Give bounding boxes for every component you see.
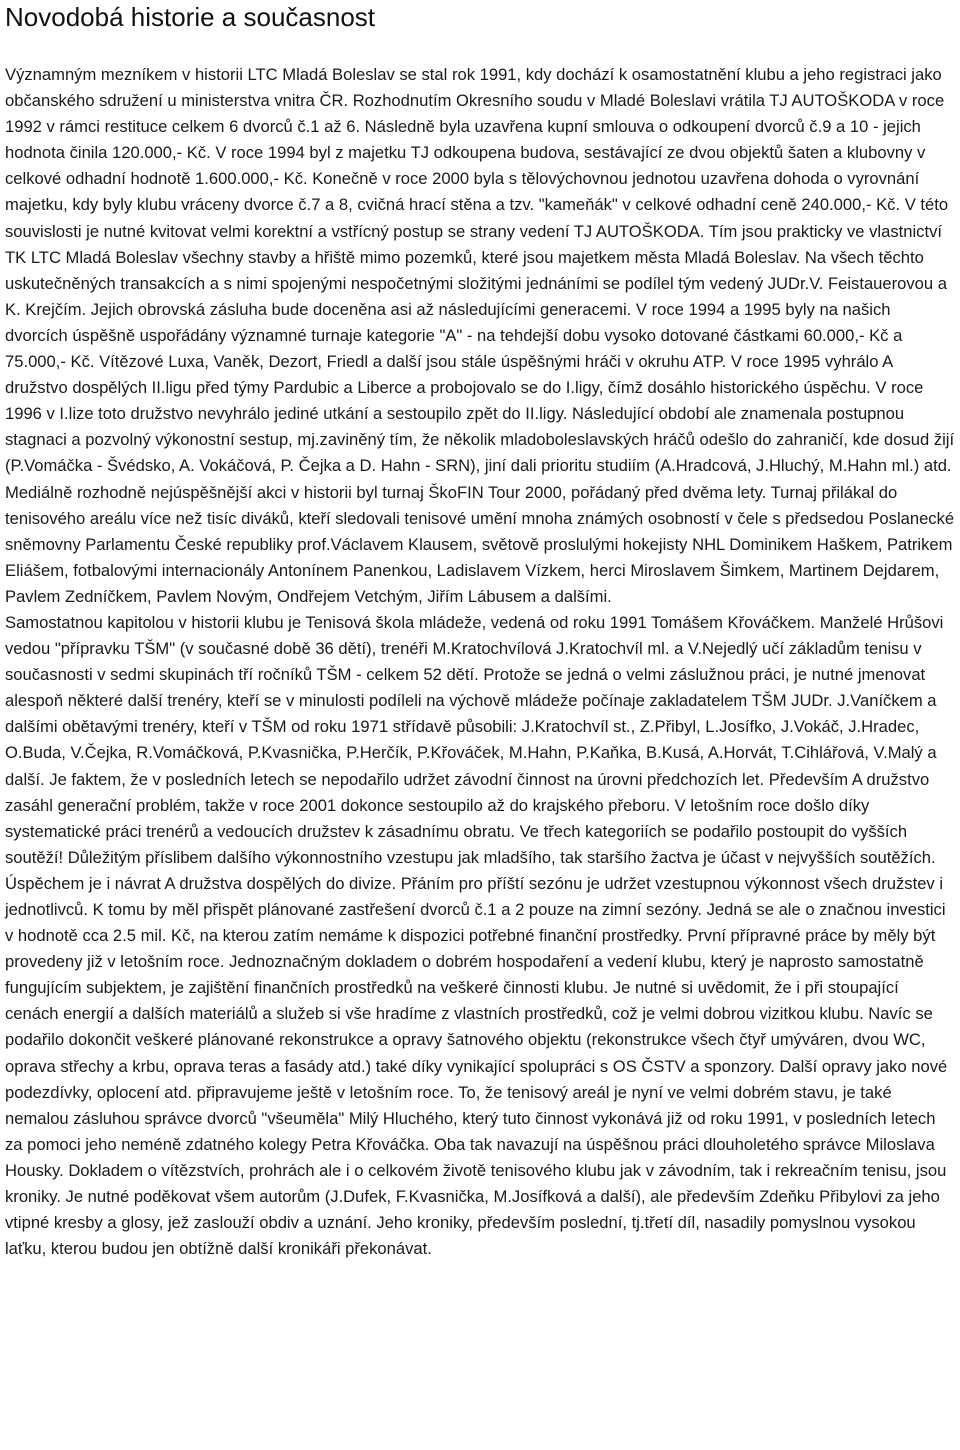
paragraph-skofin-tour: Mediálně rozhodně nejúspěšnější akci v historii byl turnaj ŠkoFIN Tour 2000, pořádaný před dvěma lety. Turnaj přilákal do tenisového areálu více než tisíc diváků, kteří sledovali tenisové umění mnoha známých osobností v čele s předsedou Poslanecké sněmovny Parlamentu České republiky prof.Václavem Klausem, světově proslulými hokejisty NHL Dominikem Haškem, Patrikem Eliášem, fotbalovými internacionály Antonínem Panenkou, Ladislavem Vízkem, herci Miroslavem Šimkem, Martinem Dejdarem, Pavlem Zedníčkem, Pavlem Novým, Ondřejem Vetchým, Jiřím Lábusem a dalšími. <box>5 482 955 606</box>
page-title: Novodobá historie a současnost <box>5 2 376 32</box>
article-body <box>5 32 955 1262</box>
paragraph-restitution: Významným mezníkem v historii LTC Mladá Boleslav se stal rok 1991, kdy dochází k osamostatnění klubu a jeho registraci jako občanského sdružení u ministerstva vnitra ČR. Rozhodnutím Okresního soudu v Mladé Boleslavi vrátila TJ AUTOŠKODA v roce 1992 v rámci restituce celkem 6 dvorců č.1 až 6. Následně byla uzavřena kupní smlouva o odkoupení dvorců č.9 a 10 - jejich hodnota činila 120.000,- Kč. V roce 1994 byl z majetku TJ odkoupena budova, sestávající ze dvou objektů šaten a klubovny v celkové odhadní hodnotě 1.600.000,- Kč. Konečně v roce 2000 byla s tělovýchovnou jednotou uzavřena dohoda o vyrovnání majetku, kdy byly klubu vráceny dvorce č.7 a 8, cvičná hrací stěna a tzv. "kameňák" v celkové odhadní ceně 240.000,- Kč. V této souvislosti je nutné kvitovat velmi korektní a vstřícný postup se strany vedení TJ AUTOŠKODA. Tím jsou prakticky ve vlastnictví TK LTC Mladá Boleslav všechny stavby a hřiště mimo pozemků, které jsou majetkem města Mladá Boleslav. Na všech těchto uskutečněných transakcích a s nimi spojenými nespočetnými složitými jednáními se podílel tým vedený JUDr.V. Feistauerovou a K. Krejčím. Jejich obrovská zásluha bude doceněna asi až následujícími generacemi. V roce 1994 a 1995 byly na našich dvorcích úspěšně uspořádány významné turnaje kategorie "A" - na tehdejší dobu vysoko dotované částkami 60.000,- Kč a 75.000,- Kč. Vítězové Luxa, Vaněk, Dezort, Friedl a další jsou stále úspěšnými hráči v okruhu ATP. V roce 1995 vyhrálo A družstvo dospělých II.ligu před týmy Pardubic a Liberce a probojovalo se do I.ligy, čímž dosáhlo historického úspěchu. V roce 1996 v I.lize toto družstvo nevyhrálo jediné utkání a sestoupilo zpět do II.ligy. Následující období ale znamenala postupnou stagnaci a pozvolný výkonostní sestup, mj.zaviněný tím, že několik mladoboleslavských hráčů odešlo do zahraničí, kde dosud žijí (P.Vomáčka - Švédsko, A. Vokáčová, P. Čejka a D. Hahn - SRN), jiní dali prioritu studiím (A.Hradcová, J.Hluchý, M.Hahn ml.) atd. <box>5 65 955 476</box>
paragraph-youth-school: Samostatnou kapitolou v historii klubu je Tenisová škola mládeže, vedená od roku 1991 Tomášem Křováčkem. Manželé Hrůšovi vedou "přípravku TŠM" (v současné době 36 dětí), trenéři M.Kratochvílová J.Kratochvíl ml. a V.Nejedlý učí základům tenisu v současnosti v sedmi skupinách tří ročníků TŠM - celkem 52 dětí. Protože se jedná o velmi záslužnou práci, je nutné jmenovat alespoň některé další trenéry, kteří se v minulosti podíleli na výchově mládeže počínaje zakladatelem TŠM JUDr. J.Vaníčkem a dalšími obětavými trenéry, kteří v TŠM od roku 1971 střídavě působili: J.Kratochvíl st., Z.Přibyl, L.Josífko, J.Vokáč, J.Hradec, O.Buda, V.Čejka, R.Vomáčková, P.Kvasnička, P.Herčík, P.Křováček, M.Hahn, P.Kaňka, B.Kusá, A.Horvát, T.Cihlářová, V.Malý a další. Je faktem, že v posledních letech se nepodařilo udržet závodní činnost na úrovni předchozích let. Především A družstvo zasáhl generační problém, takže v roce 2001 dokonce sestoupilo až do krajského přeboru. V letošním roce došlo díky systematické práci trenérů a vedoucích družstev k zásadnímu obratu. Ve třech kategoriích se podařilo postoupit do vyšších soutěží! Důležitým příslibem dalšího výkonnostního vzestupu jak mladšího, tak staršího žactva je účast v nejvyšších soutěžích. Úspěchem je i návrat A družstva dospělých do divize. Přáním pro příští sezónu je udržet vzestupnou výkonnost všech družstev i jednotlivců. K tomu by měl přispět plánované zastřešení dvorců č.1 a 2 pouze na zimní sezóny. Jedná se ale o značnou investici v hodnotě cca 2.5 mil. Kč, na kterou zatím nemáme k dispozici potřebné finanční prostředky. První přípravné práce by měly být provedeny již v letošním roce. Jednoznačným dokladem o dobrém hospodaření a vedení klubu, který je naprosto samostatně fungujícím subjektem, je zajištění finančních prostředků na veškeré činnosti klubu. Je nutné si uvědomit, že i při stoupající cenách energií a dalších materiálů a služeb si vše hradíme z vlastních prostředků, což je velmi dobrou vizitkou klubu. Navíc se podařilo dokončit veškeré plánované rekonstrukce a opravy šatnového objektu (rekonstrukce všech čtyř umýváren, dvou WC, oprava střechy a krbu, oprava teras a fasády atd.) také díky vynikající spolupráci s OS ČSTV a sponzory. Další opravy jako nové podezdívky, oplocení atd. připravujeme ještě v letošním roce. To, že tenisový areál je nyní ve velmi dobrém stavu, je také nemalou zásluhou správce dvorců "všeuměla" Milý Hluchého, který tuto činnost vykonává již od roku 1991, v posledních letech za pomoci jeho neméně zdatného kolegy Petra Křováčka. Oba tak navazují na úspěšnou práci dlouholetého správce Miloslava Housky. Dokladem o vítězstvích, prohrách ale i o celkovém životě tenisového klubu jak v závodním, tak i rekreačním tenisu, jsou kroniky. Je nutné poděkovat všem autorům (J.Dufek, F.Kvasnička, M.Josífková a další), ale především Zdeňku Přibylovi za jeho vtipné kresby a glosy, jež zaslouží obdiv a uznání. Jeho kroniky, především poslední, tj.třetí díl, nasadily pomyslnou vysokou laťku, kterou budou jen obtížně další kronikáři překonávat. <box>5 612 948 1259</box>
